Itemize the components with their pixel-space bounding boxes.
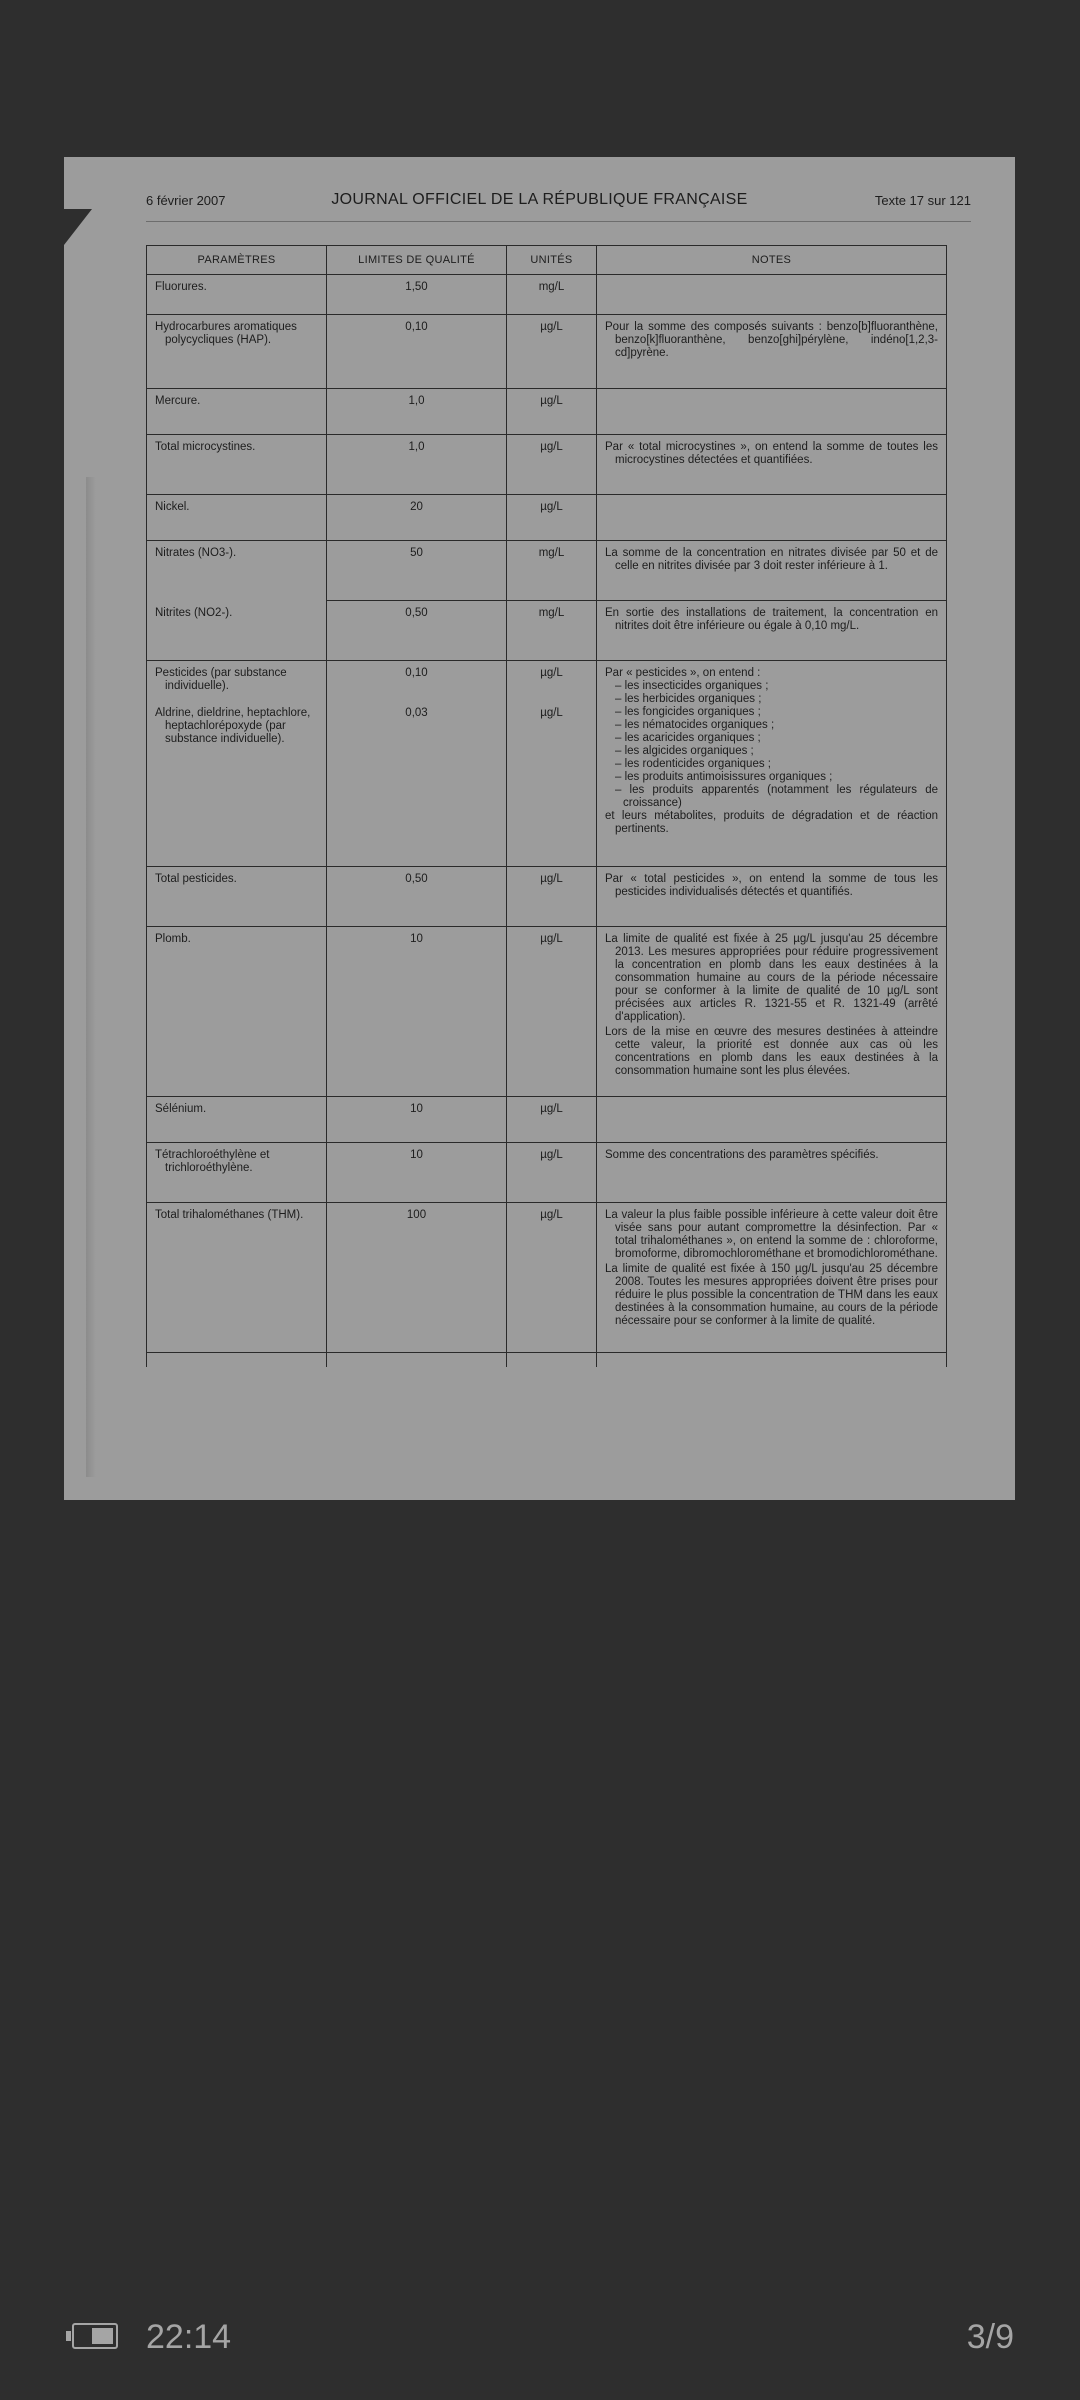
list-item: – les rodenticides organiques ; — [615, 758, 938, 771]
notes-cell — [597, 495, 947, 541]
limit-cell: 0,50 — [327, 601, 507, 661]
col-header-notes: NOTES — [597, 246, 947, 275]
notes-cell — [597, 927, 947, 1097]
param-text: Tétrachloroéthylène et trichloroéthylène. — [155, 1149, 270, 1174]
limit-cell: 10 — [327, 927, 507, 1097]
table-row — [147, 315, 947, 389]
notes-cell — [597, 389, 947, 435]
table-tail — [147, 1353, 947, 1368]
limit-cell: 50 — [327, 541, 507, 601]
notes-text: Pour la somme des composés suivants : benzo[b]fluoranthène, benzo[k]fluoranthène, benzo[ghi]pérylène, indéno[1,2,3-cd]pyrène. — [605, 321, 938, 359]
param-cell — [147, 661, 327, 867]
param-cell: Nitrates (NO3-). — [147, 541, 327, 601]
pesticide-list — [605, 680, 938, 810]
param-cell: Nickel. — [147, 495, 327, 541]
limit-value: 0,03 — [405, 707, 428, 719]
page-corner-fold — [64, 209, 92, 245]
list-item: – les fongicides organiques ; — [615, 706, 938, 719]
unit-cell: mg/L — [507, 601, 597, 661]
notes-cell — [597, 435, 947, 495]
table-row — [147, 927, 947, 1097]
list-item: – les produits antimoisissures organiques ; — [615, 771, 938, 784]
param-text: Pesticides (par substance individuelle). — [155, 667, 287, 692]
unit-cell: µg/L — [507, 495, 597, 541]
notes-cell — [597, 1203, 947, 1353]
param-cell — [147, 1143, 327, 1203]
unit-cell: µg/L — [507, 927, 597, 1097]
unit-cell: µg/L — [507, 1143, 597, 1203]
table-row — [147, 275, 947, 315]
table-row — [147, 867, 947, 927]
quality-limits-table — [146, 245, 947, 1367]
param-cell: Total microcystines. — [147, 435, 327, 495]
unit-cell: µg/L — [507, 389, 597, 435]
notes-text: La limite de qualité est fixée à 150 µg/L jusqu'au 25 décembre 2008. Toutes les mesures appropriées doivent être prises pour réduire le plus possible la concentration de THM dans les eaux destinées à la consommation humaine, au cours de la période nécessaire pour se conformer à la limite de qualité. — [605, 1263, 938, 1327]
table-row — [147, 1203, 947, 1353]
header-rule — [146, 221, 971, 222]
param-cell — [147, 315, 327, 389]
notes-cell — [597, 601, 947, 661]
unit-cell: mg/L — [507, 275, 597, 315]
limit-cell: 1,50 — [327, 275, 507, 315]
notes-text: Lors de la mise en œuvre des mesures destinées à atteindre cette valeur, la priorité est donnée aux cas où les concentrations en plomb dans les eaux destinées à la consommation humaine sont les plus élevées. — [605, 1026, 938, 1077]
status-time: 22:14 — [146, 2318, 232, 2356]
limit-cell: 100 — [327, 1203, 507, 1353]
col-header-limites: LIMITES DE QUALITÉ — [327, 246, 507, 275]
list-item: – les acaricides organiques ; — [615, 732, 938, 745]
limit-cell: 0,50 — [327, 867, 507, 927]
table-row — [147, 1097, 947, 1143]
unit-value: µg/L — [540, 667, 563, 679]
list-item: – les produits apparentés (notamment les régulateurs de croissance) — [615, 784, 938, 810]
unit-value: µg/L — [540, 707, 563, 719]
unit-cell: µg/L — [507, 1203, 597, 1353]
limit-cell — [327, 661, 507, 867]
unit-cell: µg/L — [507, 867, 597, 927]
header-date: 6 février 2007 — [146, 193, 226, 208]
param-cell: Fluorures. — [147, 275, 327, 315]
notes-text: En sortie des installations de traitement, la concentration en nitrites doit être inférieure ou égale à 0,10 mg/L. — [605, 607, 938, 632]
notes-cell — [597, 1097, 947, 1143]
param-cell: Total trihalométhanes (THM). — [147, 1203, 327, 1353]
scan-shadow — [86, 477, 96, 1477]
limit-value: 0,10 — [405, 667, 428, 679]
param-cell: Nitrites (NO2-). — [147, 601, 327, 661]
table-row — [147, 389, 947, 435]
table-row — [147, 435, 947, 495]
notes-text: Par « total pesticides », on entend la somme de tous les pesticides individualisés détectés et quantifiés. — [605, 873, 938, 898]
header-journal-title: JOURNAL OFFICIEL DE LA RÉPUBLIQUE FRANÇAISE — [331, 191, 748, 208]
limit-cell: 20 — [327, 495, 507, 541]
col-header-unites: UNITÉS — [507, 246, 597, 275]
notes-cell: Somme des concentrations des paramètres spécifiés. — [597, 1143, 947, 1203]
header-texte-count: Texte 17 sur 121 — [874, 193, 971, 208]
unit-cell: mg/L — [507, 541, 597, 601]
table-row — [147, 495, 947, 541]
list-item: – les nématocides organiques ; — [615, 719, 938, 732]
limit-cell: 1,0 — [327, 435, 507, 495]
list-item: – les algicides organiques ; — [615, 745, 938, 758]
notes-end: et leurs métabolites, produits de dégradation et de réaction pertinents. — [605, 810, 938, 835]
notes-intro: Par « pesticides », on entend : — [605, 667, 761, 679]
table-header-row — [147, 246, 947, 275]
param-cell: Sélénium. — [147, 1097, 327, 1143]
param-cell: Plomb. — [147, 927, 327, 1097]
param-cell: Total pesticides. — [147, 867, 327, 927]
notes-cell — [597, 541, 947, 601]
notes-text: La somme de la concentration en nitrates divisée par 50 et de celle en nitrites divisée par 3 doit rester inférieure à 1. — [605, 547, 938, 572]
list-item: – les herbicides organiques ; — [615, 693, 938, 706]
param-cell: Mercure. — [147, 389, 327, 435]
limit-cell: 10 — [327, 1143, 507, 1203]
list-item: – les insecticides organiques ; — [615, 680, 938, 693]
page-indicator: 3/9 — [966, 2318, 1014, 2356]
param-text: Hydrocarbures aromatiques polycycliques (HAP). — [155, 321, 297, 346]
notes-cell — [597, 661, 947, 867]
unit-cell: µg/L — [507, 435, 597, 495]
notes-text: Par « total microcystines », on entend la somme de toutes les microcystines détectées et quantifiées. — [605, 441, 938, 466]
battery-icon — [66, 2323, 120, 2349]
notes-cell — [597, 275, 947, 315]
notes-cell — [597, 867, 947, 927]
table-row — [147, 661, 947, 867]
limit-cell: 10 — [327, 1097, 507, 1143]
table-row — [147, 1143, 947, 1203]
unit-cell — [507, 661, 597, 867]
limit-cell: 1,0 — [327, 389, 507, 435]
notes-text: La valeur la plus faible possible inférieure à cette valeur doit être visée sans pour autant compromettre la désinfection. Par « total trihalométhanes », on entend la somme de : chloroforme, bromoforme, dibromochlorométhane et bromodichlorométhane. — [605, 1209, 938, 1260]
col-header-parametres: PARAMÈTRES — [147, 246, 327, 275]
table-row — [147, 601, 947, 661]
table-row — [147, 541, 947, 601]
notes-text: La limite de qualité est fixée à 25 µg/L jusqu'au 25 décembre 2013. Les mesures appropriées pour réduire progressivement la concentration en plomb dans les eaux destinées à la consommation humaine au cours de la période nécessaire pour se conformer à la limite de qualité de 10 µg/L sont précisées aux articles R. 1321-55 et R. 1321-49 (arrêté d'application). — [605, 933, 938, 1023]
param-text: Aldrine, dieldrine, heptachlore, heptachlorépoxyde (par substance individuelle). — [155, 707, 311, 745]
unit-cell: µg/L — [507, 1097, 597, 1143]
document-page[interactable] — [64, 157, 1015, 1500]
limit-cell: 0,10 — [327, 315, 507, 389]
battery-fill — [92, 2328, 113, 2344]
unit-cell: µg/L — [507, 315, 597, 389]
notes-cell — [597, 315, 947, 389]
